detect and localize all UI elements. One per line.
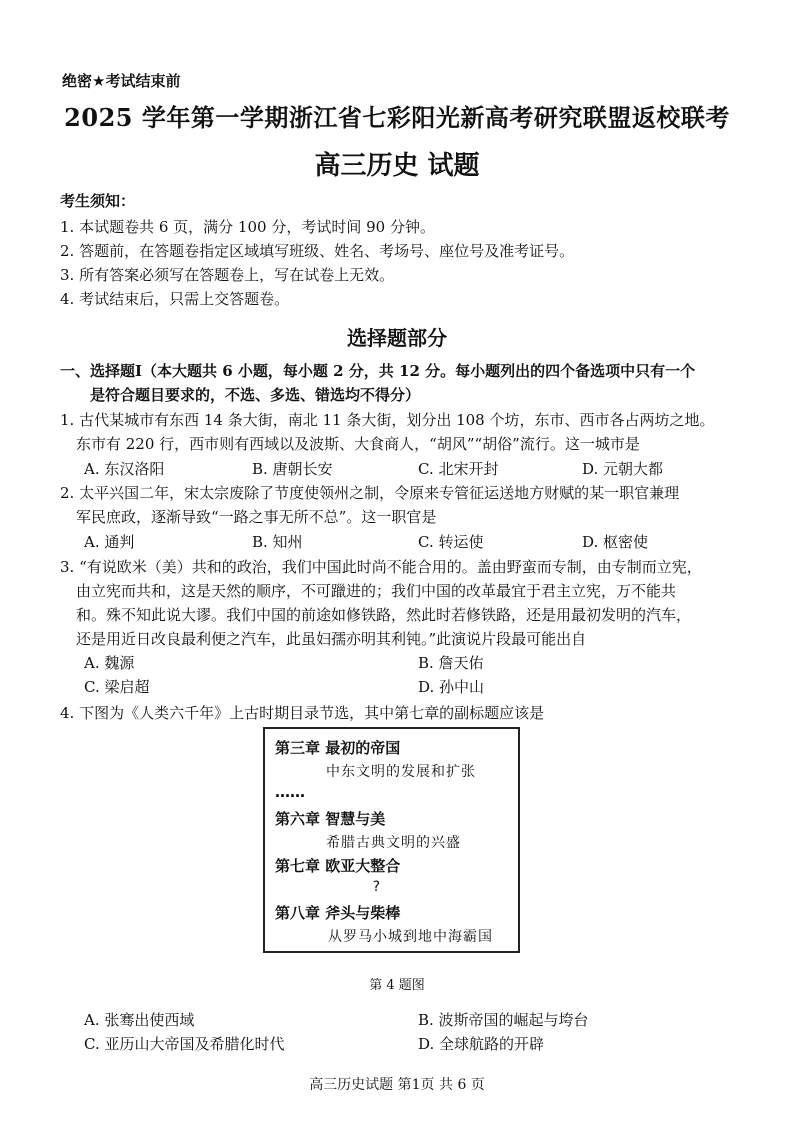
confidential-label: 绝密★考试结束前 <box>62 72 181 90</box>
toc-chapter: 第六章 智慧与美 <box>275 810 386 828</box>
question-3-option-a: A. 魏源 <box>84 654 135 672</box>
question-2-option-b: B. 知州 <box>252 533 303 551</box>
figure-caption: 第 4 题图 <box>369 978 425 993</box>
toc-ellipsis: …… <box>275 783 305 801</box>
question-4-option-a: A. 张骞出使西域 <box>84 1011 195 1029</box>
question-4-option-d: D. 全球航路的开辟 <box>418 1035 545 1053</box>
question-4-option-b: B. 波斯帝国的崛起与垮台 <box>418 1011 589 1029</box>
question-4-option-c: C. 亚历山大帝国及希腊化时代 <box>84 1035 285 1053</box>
question-1-option-d: D. 元朝大都 <box>582 460 664 478</box>
question-2-option-d: D. 枢密使 <box>582 533 649 551</box>
question-4-stem: 4. 下图为《人类六千年》上古时期目录节选，其中第七章的副标题应该是 <box>60 704 545 722</box>
question-1-option-c: C. 北宋开封 <box>418 460 499 478</box>
note-item: 2. 答题前，在答题卷指定区域填写班级、姓名、考场号、座位号及准考证号。 <box>60 242 575 260</box>
toc-chapter: 第三章 最初的帝国 <box>275 739 401 757</box>
toc-subtitle: 从罗马小城到地中海霸国 <box>328 929 493 945</box>
toc-subtitle: 中东文明的发展和扩张 <box>326 764 476 780</box>
question-3-option-c: C. 梁启超 <box>84 678 150 696</box>
question-2-option-c: C. 转运使 <box>418 533 484 551</box>
page-footer: 高三历史试题 第1页 共 6 页 <box>309 1077 485 1093</box>
section-title: 选择题部分 <box>347 326 447 350</box>
question-2-stem: 军民庶政，逐渐导致“一路之事无所不总”。这一职官是 <box>76 508 437 526</box>
question-1-stem: 1. 古代某城市有东西 14 条大街，南北 11 条大街，划分出 108 个坊，东市、西市各占两坊之地。 <box>60 411 715 429</box>
exam-subtitle: 高三历史 试题 <box>314 151 480 181</box>
question-2-option-a: A. 通判 <box>84 533 135 551</box>
question-2-stem: 2. 太平兴国二年，宋太宗废除了节度使领州之制，令原来专管征运送地方财赋的某一职官兼理 <box>60 484 680 502</box>
question-3-option-d: D. 孙中山 <box>418 678 485 696</box>
question-1-option-b: B. 唐朝长安 <box>252 460 333 478</box>
question-3-option-b: B. 詹天佑 <box>418 654 484 672</box>
toc-chapter: 第八章 斧头与柴棒 <box>275 904 401 922</box>
question-3-stem: 和。殊不知此说大谬。我们中国的前途如修铁路，然此时若修铁路，还是用最初发明的汽车， <box>76 606 692 624</box>
note-item: 4. 考试结束后，只需上交答题卷。 <box>60 290 290 308</box>
question-3-stem: 3. “有说欧米（美）共和的政治，我们中国此时尚不能合用的。盖由野蛮而专制，由专制而立宪， <box>60 558 702 576</box>
toc-chapter: 第七章 欧亚大整合 <box>275 857 401 875</box>
question-1-stem: 东市有 220 行，西市则有西域以及波斯、大食商人，“胡风”“胡俗”流行。这一城市是 <box>76 435 640 453</box>
toc-subtitle-unknown: ? <box>372 879 382 895</box>
note-item: 3. 所有答案必须写在答题卷上，写在试卷上无效。 <box>60 266 395 284</box>
question-1-option-a: A. 东汉洛阳 <box>84 460 165 478</box>
note-item: 1. 本试题卷共 6 页，满分 100 分，考试时间 90 分钟。 <box>60 218 435 236</box>
exam-title: 2025 学年第一学期浙江省七彩阳光新高考研究联盟返校联考 <box>64 103 730 132</box>
toc-subtitle: 希腊古典文明的兴盛 <box>326 835 461 851</box>
question-type-line: 是符合题目要求的，不选、多选、错选均不得分） <box>90 386 421 404</box>
notes-heading: 考生须知： <box>60 192 136 210</box>
question-3-stem: 还是用近日改良最利便之汽车，此虽妇孺亦明其利钝。”此演说片段最可能出自 <box>76 630 587 648</box>
question-type-line: 一、选择题Ⅰ（本大题共 6 小题，每小题 2 分，共 12 分。每小题列出的四个备选项中只有一个 <box>60 362 696 380</box>
question-3-stem: 由立宪而共和，这是天然的顺序，不可躐进的；我们中国的改革最宜于君主立宪，万不能共 <box>76 582 677 600</box>
